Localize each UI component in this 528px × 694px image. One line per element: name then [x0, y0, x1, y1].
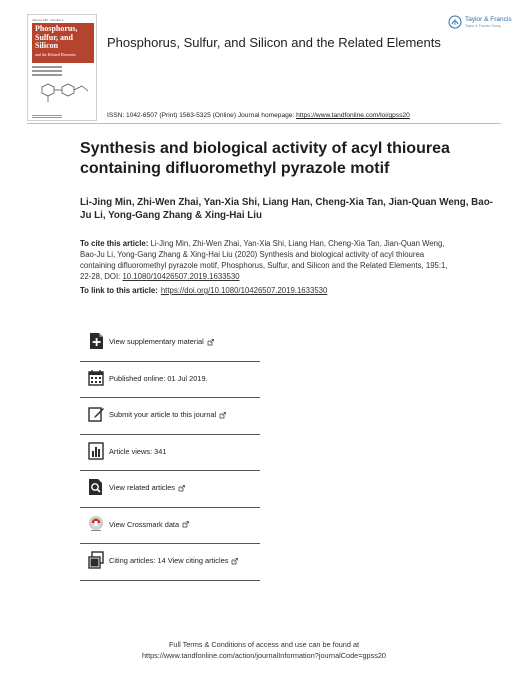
external-link-icon: [219, 412, 226, 419]
related-articles-label: View related articles: [109, 483, 175, 492]
terms-footer: [0, 639, 528, 661]
submit-article-label: Submit your article to this journal: [109, 410, 217, 419]
cover-title-band: [32, 23, 94, 63]
issn-line: [107, 112, 410, 119]
published-online-label: Published online: 01 Jul 2019.: [109, 373, 208, 383]
footer-terms-text: Full Terms & Conditions of access and use can be found at: [168, 640, 360, 649]
journal-cover: [27, 14, 97, 121]
calendar-icon: [87, 369, 105, 387]
publisher-tagline: Taylor & Francis Group: [465, 24, 501, 28]
published-online-item: [80, 362, 260, 399]
cover-subtitle: and the Related Elements: [35, 51, 76, 57]
cover-title-line1: Phosphorus,: [35, 24, 78, 33]
publisher-name: Taylor & Francis: [465, 16, 512, 23]
submit-article-item[interactable]: [80, 398, 260, 435]
citing-articles-icon: [87, 551, 105, 569]
article-doi-url[interactable]: https://doi.org/10.1080/10426507.2019.1633530: [160, 286, 328, 295]
cover-molecule-graphic: [34, 79, 92, 105]
journal-homepage-link[interactable]: https://www.tandfonline.com/loi/gpss20: [296, 112, 410, 119]
article-views-label: Article views: 341: [109, 446, 167, 456]
article-link-label: To link to this article:: [80, 286, 158, 295]
search-document-icon: [87, 478, 105, 496]
article-title: Synthesis and biological activity of acyl thiourea containing difluoromethyl pyrazole motif: [80, 140, 450, 177]
external-link-icon: [207, 339, 214, 346]
cover-text-lines: [32, 66, 62, 78]
citation-text: Li-Jing Min, Zhi-Wen Zhai, Yan-Xia Shi, Liang Han, Cheng-Xia Tan, Jian-Quan Weng, Bao-Ju Li, Yong-Gang Zhang & Xing-Hai Liu (2020) Synthesis and biological activity of acyl thiourea containing difluoromethyl pyrazole motif, Phosphorus, Sulfur, and Silicon and the Related Elements, 195:1, 22-28, DOI:: [80, 239, 448, 281]
supplementary-material-item[interactable]: [80, 325, 260, 362]
cover-title-line2: Sulfur, and: [35, 32, 73, 42]
article-views-item: [80, 435, 260, 472]
edit-icon: [87, 405, 105, 423]
citing-articles-item[interactable]: [80, 544, 260, 581]
crossmark-icon: [87, 515, 105, 533]
author-list: Li-Jing Min, Zhi-Wen Zhai, Yan-Xia Shi, Liang Han, Cheng-Xia Tan, Jian-Quan Weng, Bao-Ju Li, Yong-Gang Zhang & Xing-Hai Liu: [80, 197, 493, 221]
cover-footer-lines: [32, 115, 62, 119]
bar-chart-icon: [87, 442, 105, 460]
citation-block: [80, 238, 460, 282]
article-link-line: [80, 286, 327, 295]
article-action-list: [80, 325, 260, 581]
plus-document-icon: [87, 332, 105, 350]
citation-label: To cite this article:: [80, 239, 149, 248]
journal-title: Phosphorus, Sulfur, and Silicon and the Related Elements: [107, 35, 441, 50]
footer-terms-url[interactable]: https://www.tandfonline.com/action/journalInformation?journalCode=gpss20: [142, 651, 386, 660]
citing-articles-label: Citing articles: 14 View citing articles: [109, 556, 229, 565]
supplementary-material-label: View supplementary material: [109, 337, 204, 346]
crossmark-label: View Crossmark data: [109, 519, 180, 529]
issn-text: ISSN: 1042-6507 (Print) 1563-5325 (Online) Journal homepage:: [107, 112, 297, 119]
crossmark-item[interactable]: [80, 508, 260, 545]
citation-doi-link[interactable]: 10.1080/10426507.2019.1633530: [122, 272, 240, 281]
cover-title-line3: Silicon: [35, 41, 59, 50]
related-articles-item[interactable]: [80, 471, 260, 508]
external-link-icon: [182, 521, 189, 528]
header-divider: [27, 123, 501, 124]
external-link-icon: [231, 558, 238, 565]
external-link-icon: [178, 485, 185, 492]
publisher-emblem-icon: [448, 15, 462, 29]
cover-issue-text: Volume 195 · Number 1: [32, 18, 64, 22]
publisher-logo[interactable]: [448, 13, 518, 33]
